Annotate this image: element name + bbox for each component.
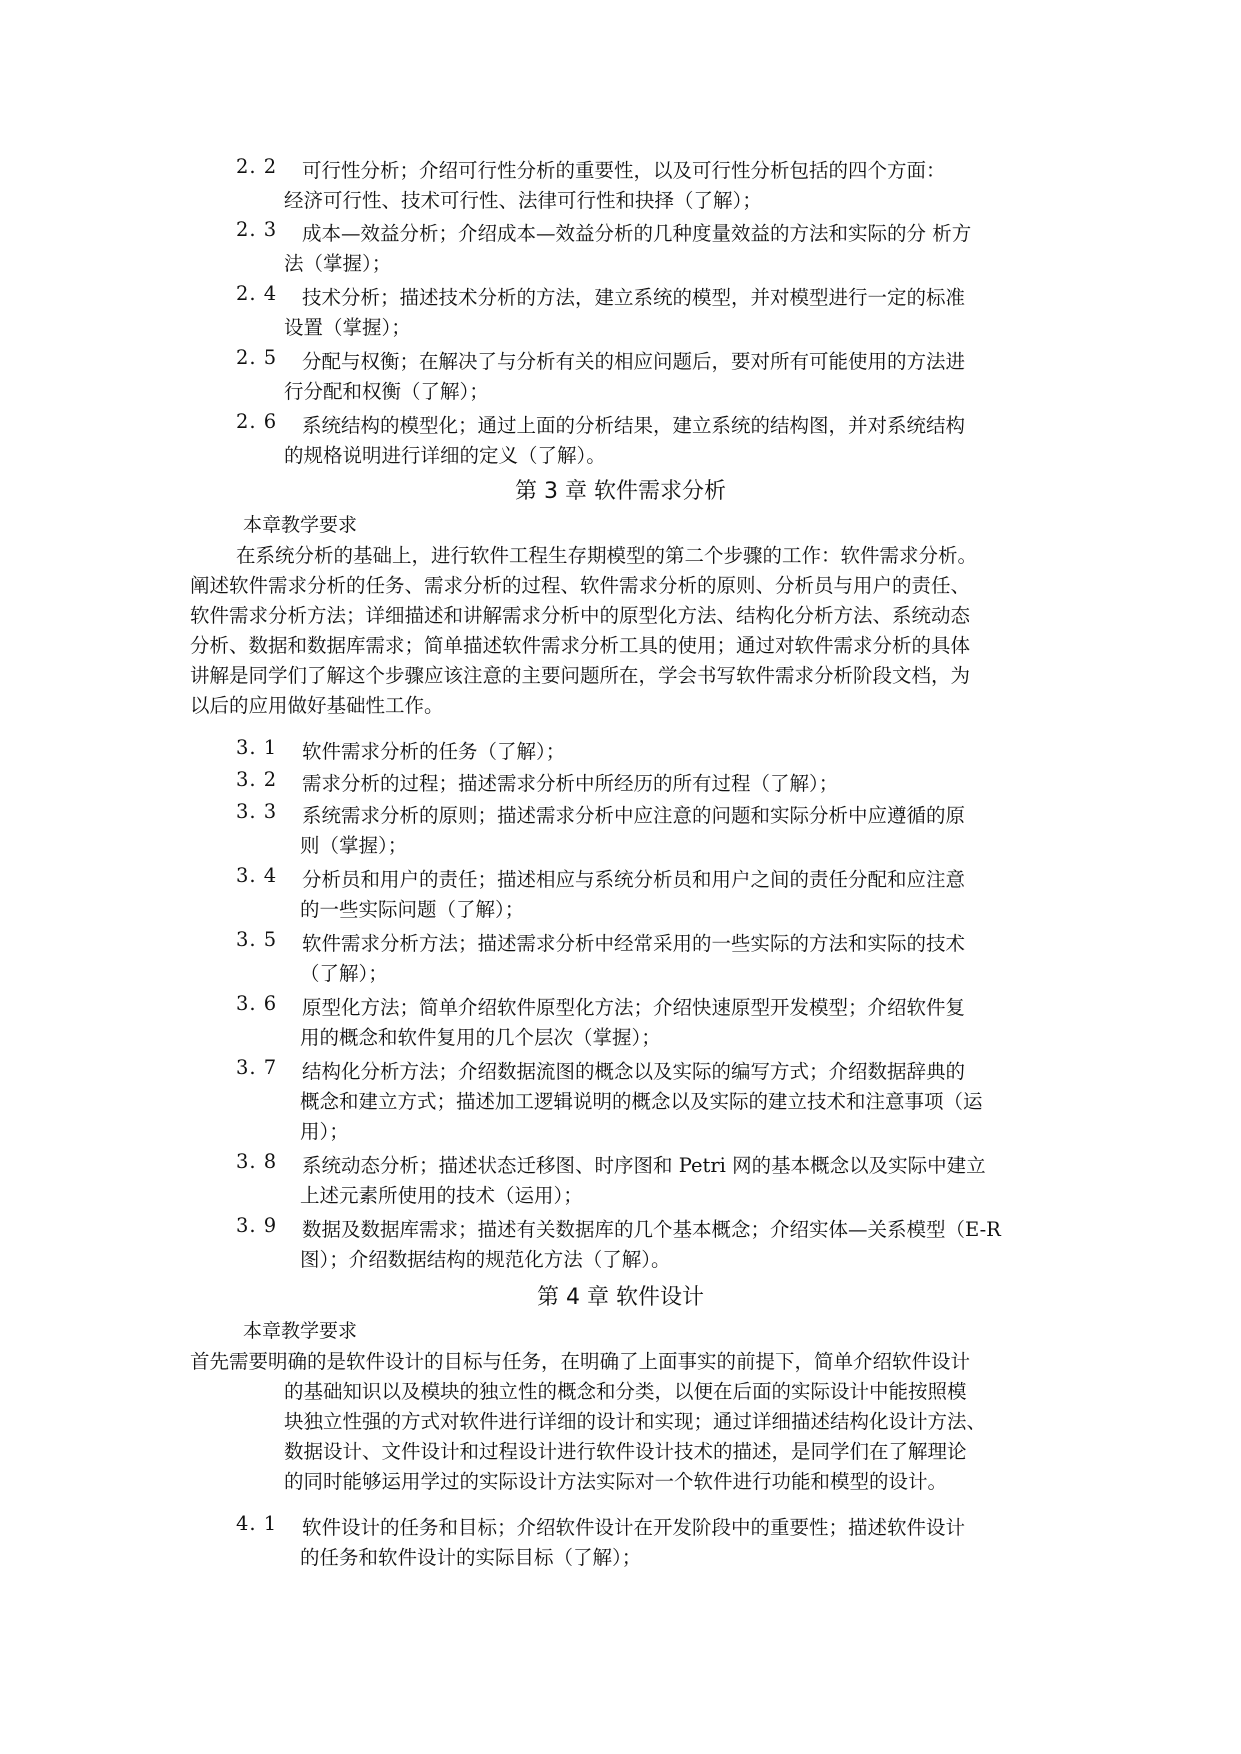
item-number: 3. 8 [236,1150,278,1173]
item-text: 法（掌握）； [284,252,392,275]
item-number: 2. 2 [236,155,278,178]
item-text: 行分配和权衡（了解）； [284,380,489,403]
item-text: （了解）； [300,962,388,985]
item-text: 可行性分析；介绍可行性分析的重要性，以及可行性分析包括的四个方面： [302,159,946,182]
paragraph-line: 阐述软件需求分析的任务、需求分析的过程、软件需求分析的原则、分析员与用户的责任、 [190,574,971,597]
item-number: 3. 6 [236,992,278,1015]
item-text: 分配与权衡；在解决了与分析有关的相应问题后，要对所有可能使用的方法进 [302,350,966,373]
item-text: 需求分析的过程；描述需求分析中所经历的所有过程（了解）； [302,772,839,795]
paragraph-line: 软件需求分析方法；详细描述和讲解需求分析中的原型化方法、结构化分析方法、系统动态 [190,604,971,627]
item-text: 系统动态分析；描述状态迁移图、时序图和 Petri 网的基本概念以及实际中建立 [302,1154,986,1177]
item-text: 经济可行性、技术可行性、法律可行性和抉择（了解）； [284,189,762,212]
item-number: 2. 4 [236,282,278,305]
paragraph-line: 的同时能够运用学过的实际设计方法实际对一个软件进行功能和模型的设计。 [284,1470,948,1493]
item-text: 技术分析；描述技术分析的方法，建立系统的模型，并对模型进行一定的标准 [302,286,966,309]
paragraph-line: 首先需要明确的是软件设计的目标与任务，在明确了上面事实的前提下，简单介绍软件设计 [190,1350,971,1373]
item-text: 用）； [300,1120,349,1143]
chapter-title: 第 4 章 软件设计 [537,1285,704,1310]
item-text: 结构化分析方法；介绍数据流图的概念以及实际的编写方式；介绍数据辞典的 [302,1060,966,1083]
paragraph-line: 分析、数据和数据库需求；简单描述软件需求分析工具的使用；通过对软件需求分析的具体 [190,634,971,657]
chapter-title: 第 3 章 软件需求分析 [515,479,726,504]
item-number: 3. 3 [236,800,278,823]
item-text: 用的概念和软件复用的几个层次（掌握）； [300,1026,661,1049]
item-number: 3. 7 [236,1056,278,1079]
item-text: 软件需求分析方法；描述需求分析中经常采用的一些实际的方法和实际的技术 [302,932,966,955]
item-text: 的规格说明进行详细的定义（了解）。 [284,444,606,467]
item-number: 2. 3 [236,218,278,241]
paragraph-line: 讲解是同学们了解这个步骤应该注意的主要问题所在，学会书写软件需求分析阶段文档，为 [190,664,971,687]
paragraph-line: 数据设计、文件设计和过程设计进行软件设计技术的描述，是同学们在了解理论 [284,1440,967,1463]
item-number: 3. 4 [236,864,278,887]
item-text: 数据及数据库需求；描述有关数据库的几个基本概念；介绍实体—关系模型（E-R [302,1218,1001,1241]
item-text: 原型化方法；简单介绍软件原型化方法；介绍快速原型开发模型；介绍软件复 [302,996,966,1019]
item-text: 的任务和软件设计的实际目标（了解）； [300,1546,642,1569]
item-text: 的一些实际问题（了解）； [300,898,525,921]
item-text: 成本—效益分析；介绍成本—效益分析的几种度量效益的方法和实际的分 析方 [302,222,972,245]
item-text: 设置（掌握）； [284,316,411,339]
paragraph-line: 以后的应用做好基础性工作。 [190,694,444,717]
item-number: 2. 6 [236,410,278,433]
item-number: 3. 1 [236,736,278,759]
paragraph-line: 块独立性强的方式对软件进行详细的设计和实现；通过详细描述结构化设计方法、 [284,1410,987,1433]
item-text: 则（掌握）； [300,834,408,857]
item-number: 3. 5 [236,928,278,951]
item-number: 2. 5 [236,346,278,369]
section-subheading: 本章教学要求 [243,1320,358,1342]
item-text: 系统需求分析的原则；描述需求分析中应注意的问题和实际分析中应遵循的原 [302,804,966,827]
item-number: 4. 1 [236,1512,278,1535]
item-text: 分析员和用户的责任；描述相应与系统分析员和用户之间的责任分配和应注意 [302,868,966,891]
item-text: 软件设计的任务和目标；介绍软件设计在开发阶段中的重要性；描述软件设计 [302,1516,966,1539]
item-number: 3. 2 [236,768,278,791]
paragraph-line: 的基础知识以及模块的独立性的概念和分类，以便在后面的实际设计中能按照模 [284,1380,967,1403]
paragraph-line: 在系统分析的基础上，进行软件工程生存期模型的第二个步骤的工作：软件需求分析。 [236,544,978,567]
item-number: 3. 9 [236,1214,278,1237]
item-text: 系统结构的模型化；通过上面的分析结果，建立系统的结构图，并对系统结构 [302,414,966,437]
section-subheading: 本章教学要求 [243,514,358,536]
item-text: 上述元素所使用的技术（运用）； [300,1184,583,1207]
item-text: 概念和建立方式；描述加工逻辑说明的概念以及实际的建立技术和注意事项（运 [300,1090,983,1113]
item-text: 图）；介绍数据结构的规范化方法（了解）。 [300,1248,671,1271]
item-text: 软件需求分析的任务（了解）； [302,740,566,763]
